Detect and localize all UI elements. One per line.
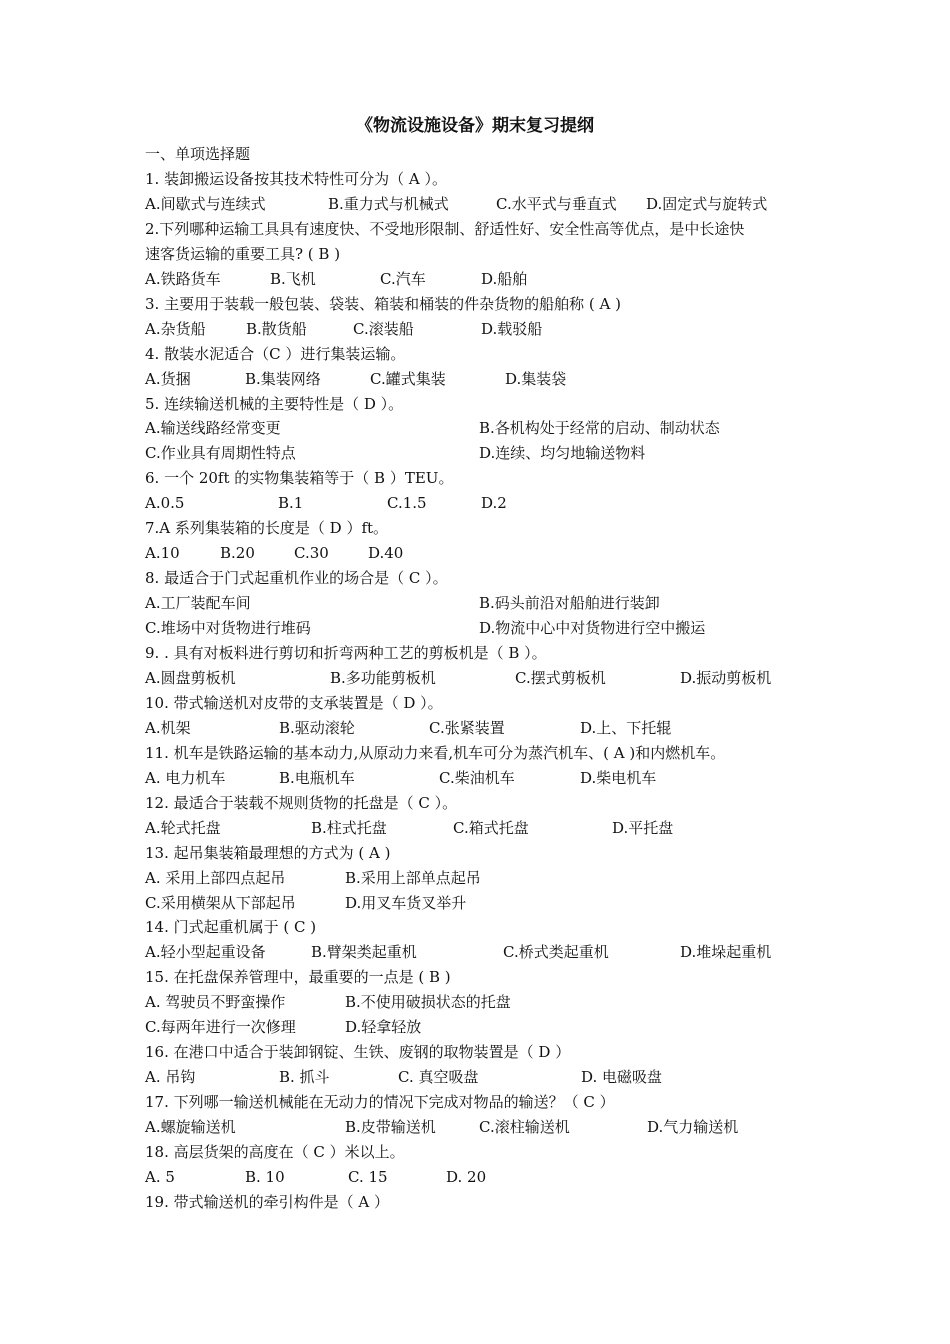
answer-option: C. 15 [348, 1167, 388, 1186]
question-text: 18. 高层货架的高度在（ C ）米以上。 [145, 1143, 405, 1161]
answer-option: B.柱式托盘 [311, 818, 387, 837]
answer-option: A.工厂装配车间 [145, 594, 251, 613]
answer-option: B.不使用破损状态的托盘 [345, 993, 511, 1012]
answer-option: B.臂架类起重机 [311, 943, 417, 962]
answer-option: D.船舶 [481, 269, 528, 288]
answer-option: A.输送线路经常变更 [145, 419, 281, 438]
answer-option: D.振动剪板机 [680, 668, 772, 687]
question-text: 9. . 具有对板料进行剪切和折弯两种工艺的剪板机是（ B ）。 [145, 644, 547, 662]
answer-option: C. 真空吸盘 [398, 1068, 479, 1087]
question-text: 速客货运输的重要工具? ( B ) [145, 244, 341, 263]
answer-option: D.2 [481, 494, 507, 513]
answer-option: A.机架 [145, 718, 191, 737]
answer-option: A.轻小型起重设备 [145, 943, 266, 962]
question-text: 8. 最适合于门式起重机作业的场合是（ C ）。 [145, 569, 448, 588]
answer-option: B.皮带输送机 [345, 1118, 436, 1137]
answer-option: C.罐式集装 [370, 369, 446, 388]
question-text: 3. 主要用于装载一般包装、袋装、箱装和桶装的件杂货物的船舶称 ( A ) [145, 294, 621, 313]
answer-option: D.柴电机车 [580, 768, 657, 787]
answer-option: A.螺旋输送机 [145, 1118, 236, 1137]
answer-option: D.轻拿轻放 [345, 1018, 422, 1037]
answer-option: D.固定式与旋转式 [646, 194, 768, 213]
question-text: 7.A 系列集装箱的长度是（ D ）ft。 [145, 519, 389, 538]
answer-option: B.20 [220, 544, 255, 563]
answer-option: D.平托盘 [612, 818, 674, 837]
answer-option: D.上、下托辊 [580, 718, 672, 737]
answer-option: D.物流中心中对货物进行空中搬运 [479, 619, 706, 638]
answer-option: C.作业具有周期性特点 [145, 444, 296, 463]
answer-option: B.集装网络 [245, 369, 321, 388]
answer-option: C.张紧装置 [429, 718, 505, 737]
answer-option: D.堆垛起重机 [680, 943, 772, 962]
question-text: 2.下列哪种运输工具具有速度快、不受地形限制、舒适性好、安全性高等优点，是中长途快 [145, 219, 745, 238]
section-heading: 一、单项选择题 [145, 145, 251, 163]
answer-option: B.电瓶机车 [279, 768, 355, 787]
answer-option: B.码头前沿对船舶进行装卸 [479, 594, 660, 613]
question-text: 16. 在港口中适合于装卸钢锭、生铁、废钢的取物装置是（ D ） [145, 1043, 571, 1062]
answer-option: D. 电磁吸盘 [581, 1068, 663, 1087]
answer-option: A.货捆 [145, 369, 191, 388]
answer-option: A.轮式托盘 [145, 818, 221, 837]
answer-option: A. 采用上部四点起吊 [145, 868, 286, 887]
answer-option: C.水平式与垂直式 [496, 194, 617, 213]
question-text: 12. 最适合于装载不规则货物的托盘是（ C ）。 [145, 793, 458, 812]
question-text: 1. 装卸搬运设备按其技术特性可分为（ A ）。 [145, 169, 447, 188]
answer-option: D.气力输送机 [647, 1118, 739, 1137]
question-text: 17. 下列哪一输送机械能在无动力的情况下完成对物品的输送？（ C ） [145, 1093, 615, 1112]
answer-option: C.柴油机车 [439, 768, 515, 787]
question-text: 10. 带式输送机对皮带的支承装置是（ D ）。 [145, 693, 443, 712]
answer-option: A. 驾驶员不野蛮操作 [145, 993, 286, 1012]
question-text: 13. 起吊集装箱最理想的方式为 ( A ) [145, 843, 391, 862]
answer-option: C.1.5 [387, 494, 427, 513]
question-text: 14. 门式起重机属于 ( C ) [145, 918, 317, 937]
answer-option: B.各机构处于经常的启动、制动状态 [479, 419, 720, 438]
answer-option: C.30 [294, 544, 329, 563]
answer-option: A. 吊钩 [145, 1068, 196, 1087]
answer-option: A.间歇式与连续式 [145, 194, 266, 213]
answer-option: B.驱动滚轮 [279, 718, 355, 737]
answer-option: B. 抓斗 [279, 1068, 330, 1087]
answer-option: A. 5 [145, 1167, 175, 1186]
answer-option: A.圆盘剪板机 [145, 668, 236, 687]
answer-option: C.箱式托盘 [453, 818, 529, 837]
question-text: 5. 连续输送机械的主要特性是（ D ）。 [145, 394, 404, 413]
answer-option: A. 电力机车 [145, 768, 226, 787]
answer-option: B. 10 [245, 1167, 285, 1186]
answer-option: B.重力式与机械式 [328, 194, 449, 213]
answer-option: B.多功能剪板机 [330, 668, 436, 687]
answer-option: A.0.5 [145, 494, 185, 513]
question-text: 15. 在托盘保养管理中，最重要的一点是 ( B ) [145, 968, 451, 987]
document-title: 《物流设施设备》期末复习提纲 [356, 116, 594, 136]
answer-option: D.40 [368, 544, 404, 563]
answer-option: C.堆场中对货物进行堆码 [145, 619, 311, 638]
answer-option: A.杂货船 [145, 319, 206, 338]
answer-option: C.每两年进行一次修理 [145, 1018, 296, 1037]
answer-option: C.滚装船 [353, 319, 414, 338]
answer-option: D.载驳船 [481, 319, 543, 338]
question-text: 19. 带式输送机的牵引构件是（ A ） [145, 1192, 389, 1211]
answer-option: A.铁路货车 [145, 269, 221, 288]
answer-option: B.散货船 [246, 319, 307, 338]
answer-option: C.汽车 [380, 269, 426, 288]
question-text: 11. 机车是铁路运输的基本动力,从原动力来看,机车可分为蒸汽机车、( A )和内燃机车。 [145, 743, 726, 762]
answer-option: B.1 [278, 494, 304, 513]
answer-option: B.飞机 [270, 269, 316, 288]
answer-option: B.采用上部单点起吊 [345, 868, 481, 887]
answer-option: C.摆式剪板机 [515, 668, 606, 687]
answer-option: A.10 [145, 544, 180, 563]
answer-option: C.桥式类起重机 [503, 943, 609, 962]
answer-option: D.用叉车货叉举升 [345, 893, 467, 912]
answer-option: D.连续、均匀地输送物料 [479, 444, 646, 463]
answer-option: C.滚柱输送机 [479, 1118, 570, 1137]
answer-option: C.采用横架从下部起吊 [145, 893, 296, 912]
answer-option: D.集装袋 [505, 369, 567, 388]
question-text: 4. 散装水泥适合（C ）进行集装运输。 [145, 344, 406, 363]
question-text: 6. 一个 20ft 的实物集装箱等于（ B ）TEU。 [145, 469, 454, 488]
answer-option: D. 20 [446, 1167, 487, 1186]
